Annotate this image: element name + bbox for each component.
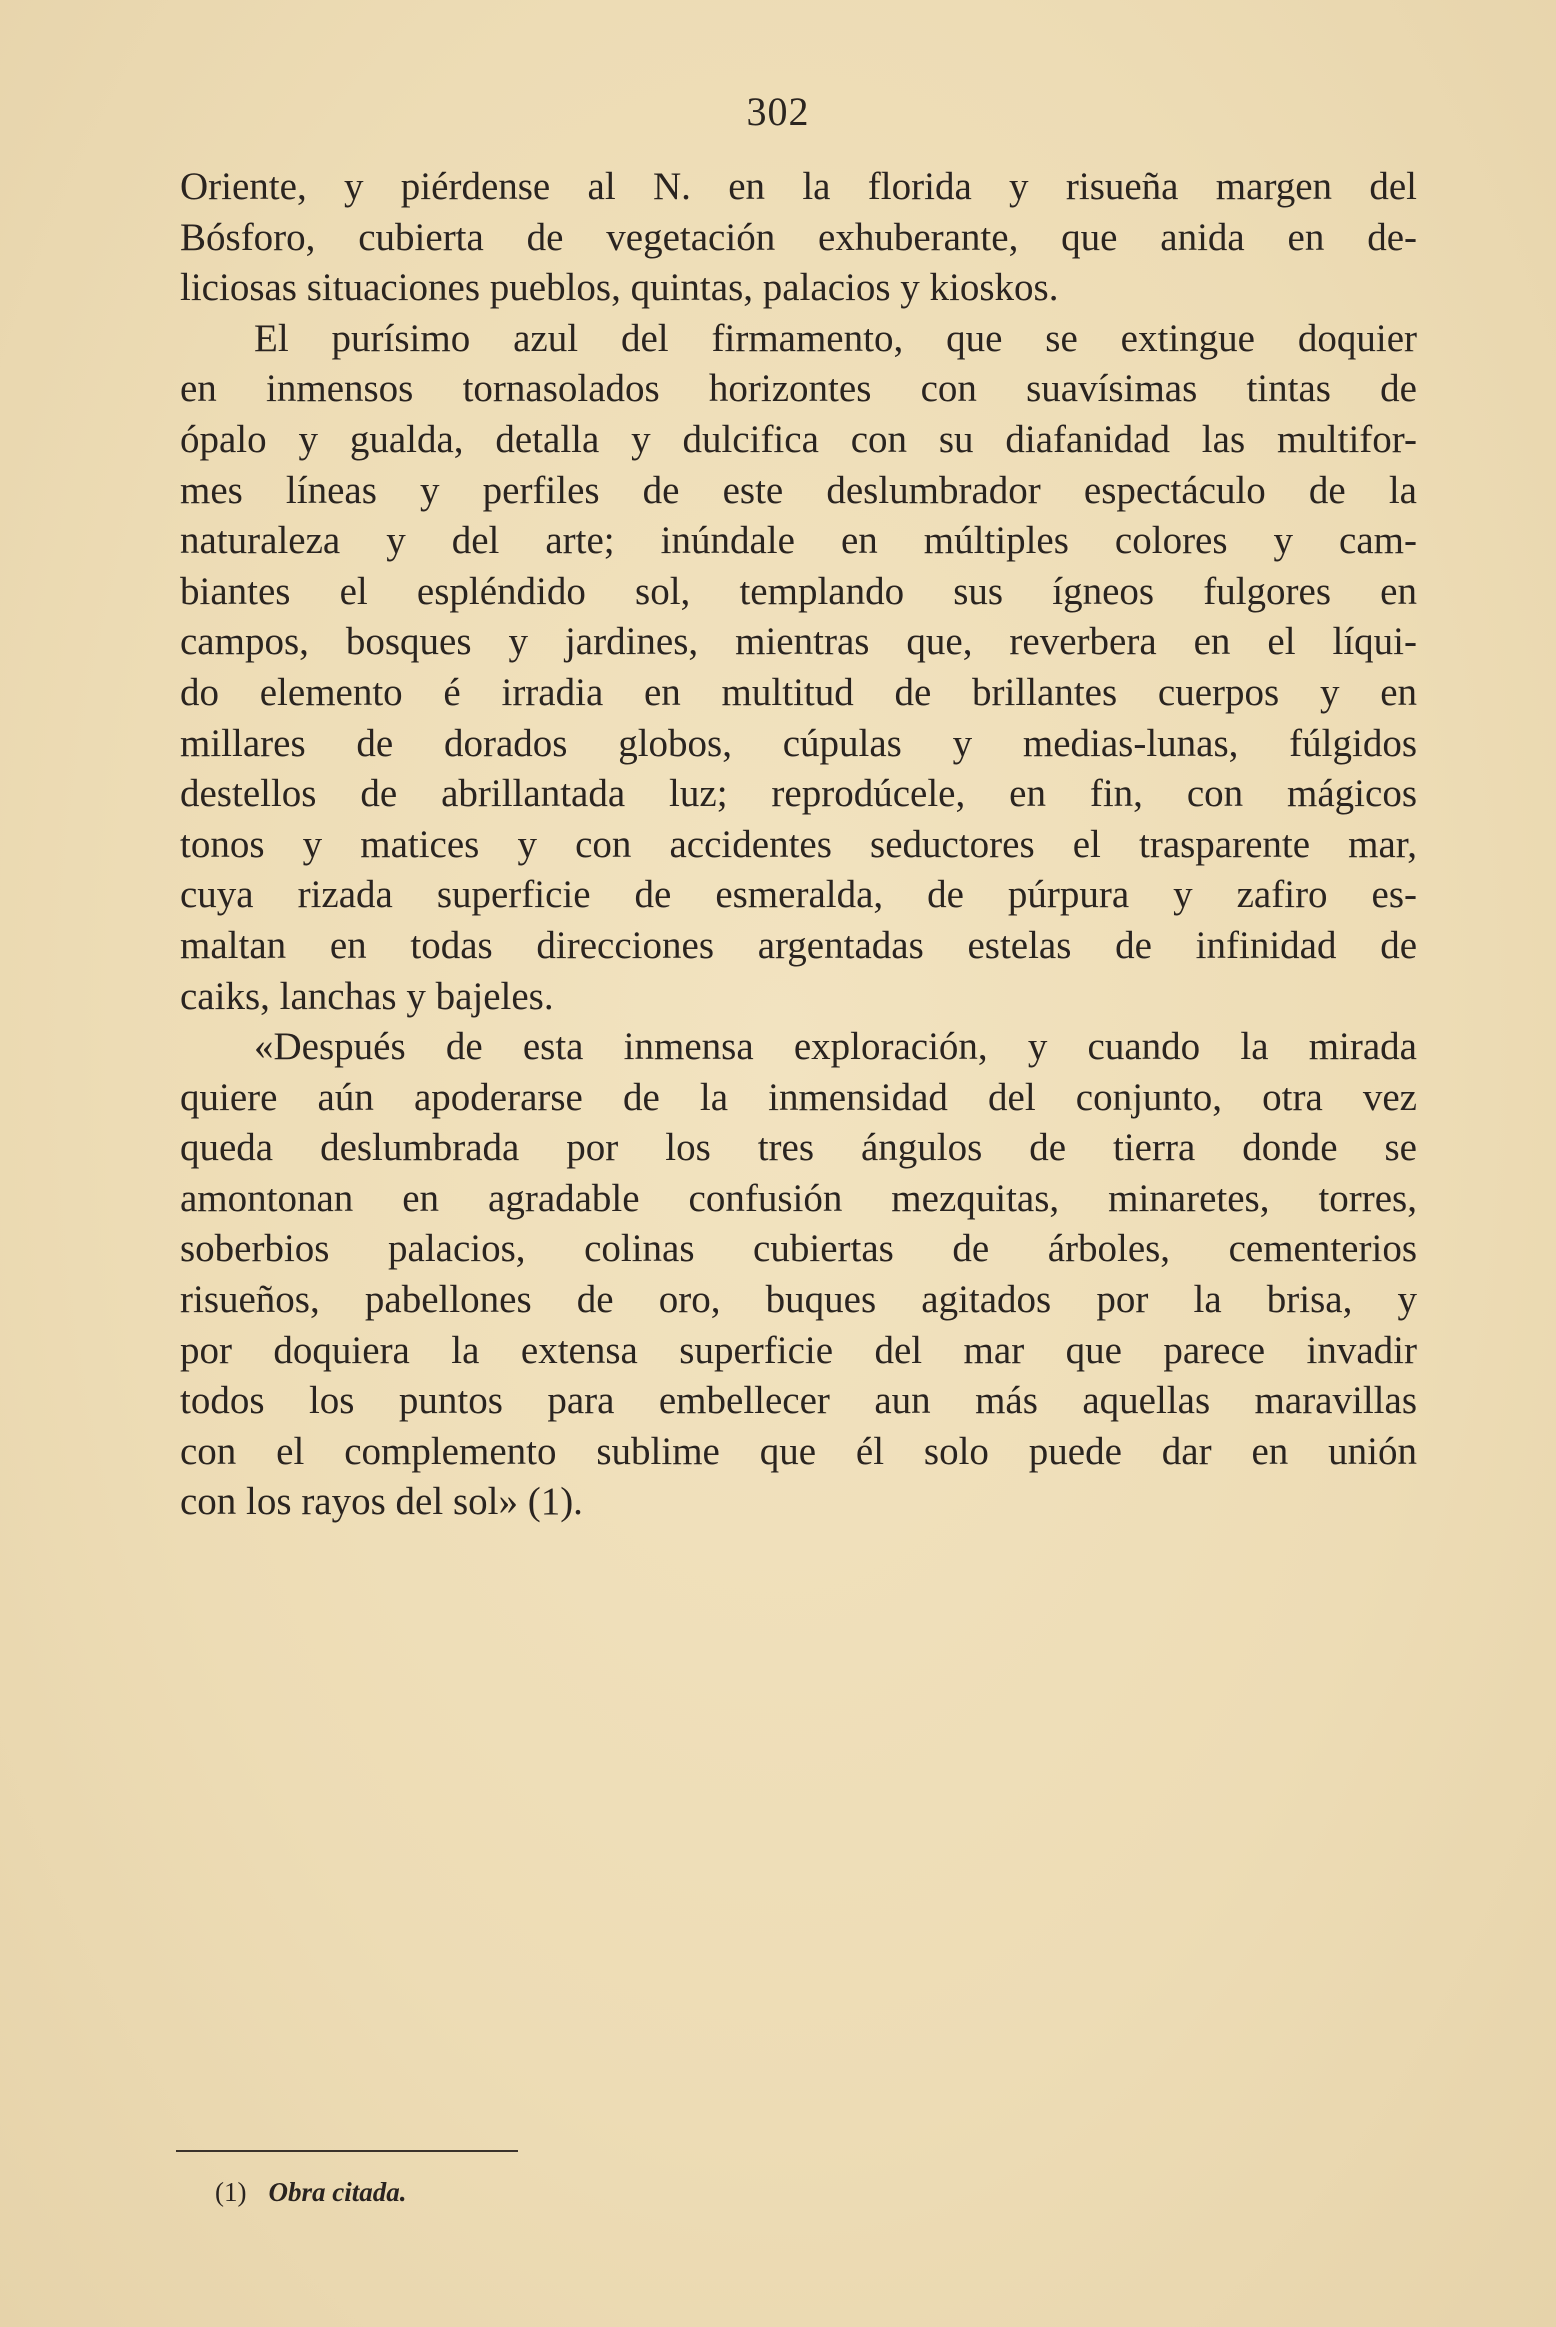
text-line: en inmensos tornasolados horizontes con suavísimas tintas de: [180, 367, 1417, 411]
text-line: Oriente, y piérdense al N. en la florida y risueña margen del: [180, 165, 1417, 208]
page-number: 302: [746, 89, 810, 134]
text-line: queda deslumbrada por los tres ángulos de tierra donde se: [180, 1126, 1417, 1170]
footnote-divider: [176, 2150, 518, 2152]
text-line: soberbios palacios, colinas cubiertas de árboles, cementerios: [180, 1227, 1417, 1271]
text-line: mes líneas y perfiles de este deslumbrador espectáculo de la: [180, 468, 1417, 512]
paragraph: [180, 1022, 1417, 1528]
text-line: do elemento é irradia en multitud de brillantes cuerpos y en: [180, 670, 1417, 714]
text-line: millares de dorados globos, cúpulas y medias-lunas, fúlgidos: [180, 721, 1417, 765]
text-line: maltan en todas direcciones argentadas estelas de infinidad de: [180, 923, 1417, 967]
footnote: [215, 2177, 406, 2208]
text-line: El purísimo azul del firmamento, que se extingue doquier: [254, 316, 1417, 360]
text-line: por doquiera la extensa superficie del mar que parece invadir: [180, 1328, 1417, 1372]
text-line: con los rayos del sol» (1).: [180, 1480, 583, 1524]
text-line: todos los puntos para embellecer aun más aquellas maravillas: [180, 1379, 1417, 1423]
text-line: amontonan en agradable confusión mezquitas, minaretes, torres,: [180, 1176, 1417, 1220]
text-line: campos, bosques y jardines, mientras que, reverbera en el líqui-: [180, 620, 1417, 664]
text-line: risueños, pabellones de oro, buques agitados por la brisa, y: [180, 1278, 1417, 1322]
text-line: quiere aún apoderarse de la inmensidad del conjunto, otra vez: [180, 1075, 1417, 1119]
text-line: tonos y matices y con accidentes seductores el trasparente mar,: [180, 822, 1417, 866]
text-line: ópalo y gualda, detalla y dulcifica con su diafanidad las multifor-: [180, 417, 1417, 461]
text-line: destellos de abrillantada luz; reprodúcele, en fin, con mágicos: [180, 772, 1417, 816]
text-line: biantes el espléndido sol, templando sus ígneos fulgores en: [180, 569, 1417, 613]
text-line: «Después de esta inmensa exploración, y cuando la mirada: [254, 1025, 1417, 1069]
text-line: Bósforo, cubierta de vegetación exhuberante, que anida en de-: [180, 215, 1417, 259]
footnote-text: Obra citada.: [268, 2177, 407, 2207]
paragraph: [180, 314, 1417, 1022]
text-line: con el complemento sublime que él solo puede dar en unión: [180, 1429, 1417, 1473]
body-text: [180, 162, 1417, 1528]
text-line: cuya rizada superficie de esmeralda, de púrpura y zafiro es-: [180, 873, 1417, 917]
text-line: caiks, lanchas y bajeles.: [180, 974, 554, 1018]
text-line: liciosas situaciones pueblos, quintas, palacios y kioskos.: [180, 266, 1059, 310]
text-line: naturaleza y del arte; inúndale en múltiples colores y cam-: [180, 519, 1417, 563]
footnote-marker: (1): [215, 2177, 247, 2207]
paragraph: [180, 162, 1417, 314]
